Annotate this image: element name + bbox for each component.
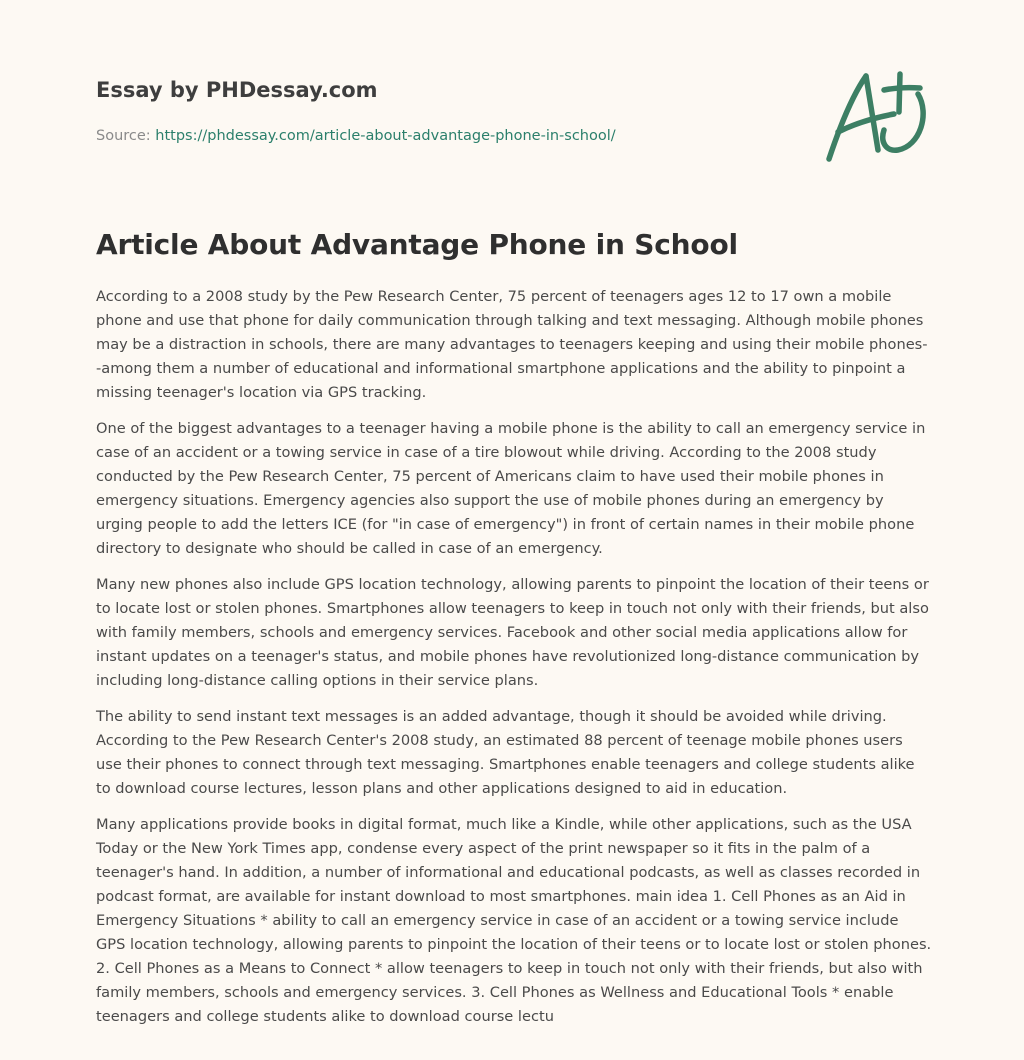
source-line	[96, 126, 796, 146]
article-title: Article About Advantage Phone in School	[96, 228, 738, 261]
article-paragraph: According to a 2008 study by the Pew Research Center, 75 percent of teenagers ages 12 to 17 own a mobile phone and use that phone for daily communication through talking and text messaging. Although mobile phones may be a distraction in schools, there are many advantages to teenagers keeping and using their mobile phones--among them a number of educational and informational smartphone applications and the ability to pinpoint a missing teenager's location via GPS tracking.	[96, 288, 928, 401]
site-brand: Essay by PHDessay.com	[96, 78, 378, 102]
article-paragraph: The ability to send instant text messages is an added advantage, though it should be avoided while driving. According to the Pew Research Center's 2008 study, an estimated 88 percent of teenage mobile phones users use their phones to connect through text messaging. Smartphones enable teenagers and college students alike to download course lectures, lesson plans and other applications designed to aid in education.	[96, 708, 915, 797]
article-paragraph: One of the biggest advantages to a teenager having a mobile phone is the ability to call an emergency service in case of an accident or a towing service in case of a tire blowout while driving. According to the 2008 study conducted by the Pew Research Center, 75 percent of Americans claim to have used their mobile phones in emergency situations. Emergency agencies also support the use of mobile phones during an emergency by urging people to add the letters ICE (for "in case of emergency") in front of certain names in their mobile phone directory to designate who should be called in case of an emergency.	[96, 420, 926, 557]
a-plus-logo-icon	[820, 66, 932, 166]
source-link[interactable]: https://phdessay.com/article-about-advantage-phone-in-school/	[155, 128, 616, 144]
article-paragraph: Many applications provide books in digital format, much like a Kindle, while other applications, such as the USA Today or the New York Times app, condense every aspect of the print newspaper so it fits in the palm of a teenager's hand. In addition, a number of informational and educational podcasts, as well as classes recorded in podcast format, are available for instant download to most smartphones. main idea 1. Cell Phones as an Aid in Emergency Situations * ability to call an emergency service in case of an accident or a towing service include GPS location technology, allowing parents to pinpoint the location of their teens or to locate lost or stolen phones. 2. Cell Phones as a Means to Connect * allow teenagers to keep in touch not only with their friends, but also with family members, schools and emergency services. 3. Cell Phones as Wellness and Educational Tools * enable teenagers and college students alike to download course lectu	[96, 816, 932, 1025]
article-body	[96, 285, 932, 1041]
article-paragraph: Many new phones also include GPS location technology, allowing parents to pinpoint the location of their teens or to locate lost or stolen phones. Smartphones allow teenagers to keep in touch not only with their friends, but also with family members, schools and emergency services. Facebook and other social media applications allow for instant updates on a teenager's status, and mobile phones have revolutionized long-distance communication by including long-distance calling options in their service plans.	[96, 576, 929, 689]
page-header	[96, 76, 796, 146]
source-label: Source:	[96, 128, 151, 144]
